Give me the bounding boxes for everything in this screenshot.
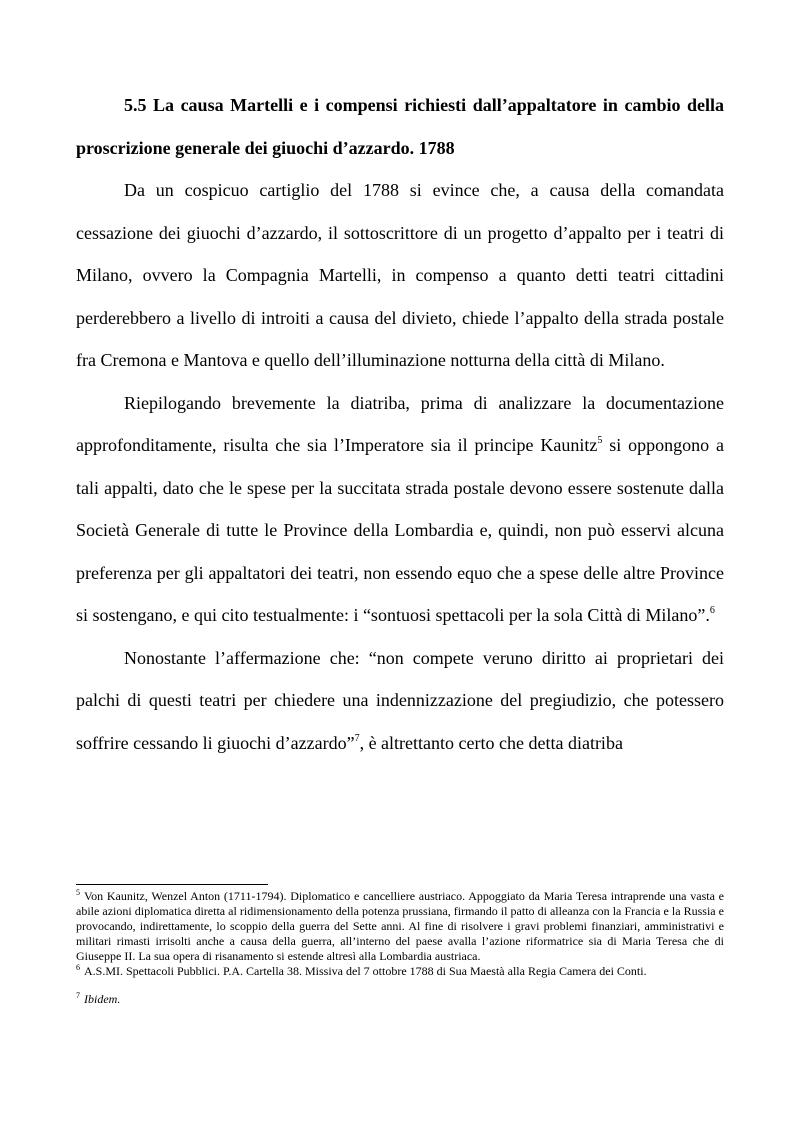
footnote-text-7: Ibidem. [84, 992, 121, 1006]
paragraph-2 [76, 382, 724, 637]
paragraph-3 [76, 637, 724, 765]
paragraph-3-text-a: Nonostante l’affermazione che: “non compete veruno diritto ai proprietari dei palchi di questi teatri per chiedere una indennizzazione del pregiudizio, che potessero soffrire cessando li giuochi d’azzardo” [76, 647, 724, 753]
main-text [76, 84, 724, 764]
paragraph-2-text-b: si oppongono a tali appalti, dato che le spese per la succitata strada postale devono essere sostenute dalla Società Generale di tutte le Province della Lombardia e, quindi, non può esservi alcuna preferenza per gli appaltatori dei teatri, non essendo equo che a spese delle altre Province si sostengano, e qui cito testualmente: i “sontuosi spettacoli per la sola Città di Milano”. [76, 435, 724, 625]
footnote-number-6: 6 [76, 963, 80, 972]
section-heading: 5.5 La causa Martelli e i compensi richiesti dall’appaltatore in cambio della proscrizione generale dei giuochi d’azzardo. 1788 [76, 95, 724, 158]
footnote-ref-5[interactable]: 5 [597, 435, 603, 446]
footnote-ref-7[interactable]: 7 [354, 732, 360, 744]
paragraph-2-text-a: Riepilogando brevemente la diatriba, prima di analizzare la documentazione approfonditamente, risulta che sia l’Imperatore sia il principe Kaunitz [76, 392, 724, 455]
footnote-5 [76, 889, 724, 964]
paragraph-3-text-b: , è altrettanto certo che detta diatriba [359, 732, 623, 753]
footnote-text-6: A.S.MI. Spettacoli Pubblici. P.A. Cartella 38. Missiva del 7 ottobre 1788 di Sua Maestà alla Regia Camera dei Conti. [84, 964, 647, 978]
footnote-number-5: 5 [76, 888, 80, 897]
footnotes [76, 889, 724, 1007]
footnote-text-5: Von Kaunitz, Wenzel Anton (1711-1794). Diplomatico e cancelliere austriaco. Appoggiato da Maria Teresa intraprende una vasta e abile azioni diplomatica diretta al ridimensionamento della potenza prussiana, firmando il patto di alleanza con la Francia e la Russia e provocando, indirettamente, lo scoppio della guerra del Sette anni. Al fine di risolvere i gravi problemi finanziari, amministrativi e militari rimasti irrisolti anche a causa della guerra, all’interno del paese avalla l’azione riformatrice sia di Maria Teresa che di Giuseppe II. La sua opera di risanamento si estende altresì alla Lombardia austriaca. [76, 889, 724, 963]
footnote-7 [76, 992, 724, 1007]
paragraph-1-text: Da un cospicuo cartiglio del 1788 si evince che, a causa della comandata cessazione dei giuochi d’azzardo, il sottoscrittore di un progetto d’appalto per i teatri di Milano, ovvero la Compagnia Martelli, in compenso a quanto detti teatri cittadini perderebbero a livello di introiti a causa del divieto, chiede l’appalto della strada postale fra Cremona e Mantova e quello dell’illuminazione notturna della città di Milano. [76, 180, 724, 370]
paragraph-1 [76, 169, 724, 382]
footnote-number-7: 7 [76, 991, 80, 1000]
footnote-ref-6[interactable]: 6 [709, 605, 715, 616]
footnote-divider [76, 884, 268, 885]
footnote-6 [76, 964, 724, 979]
